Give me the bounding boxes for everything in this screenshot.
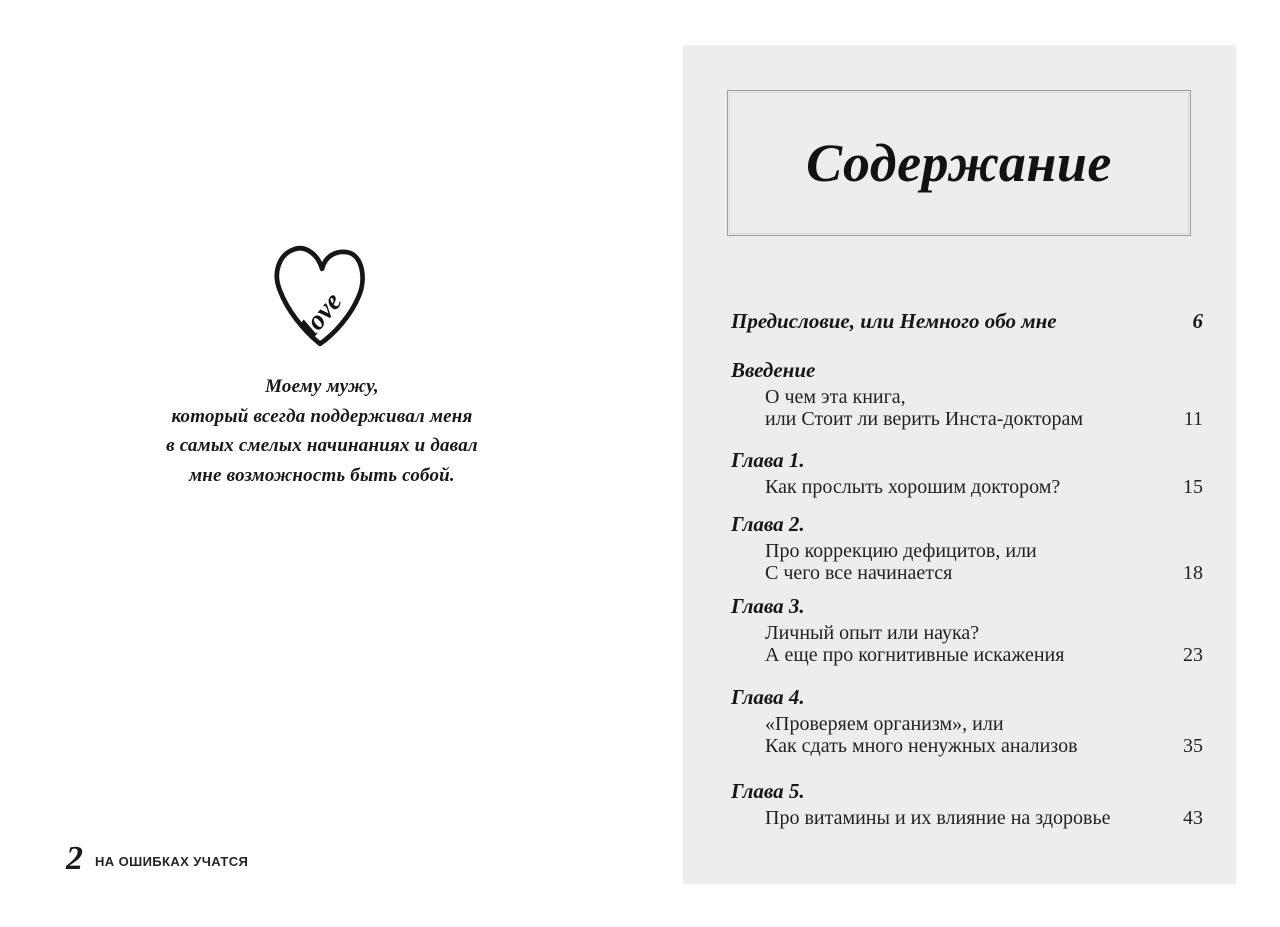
toc-entry-line: Как сдать много ненужных анализов: [765, 735, 1078, 757]
toc-entry-page-number: 23: [1183, 644, 1203, 666]
dedication-line: Моему мужу,: [265, 376, 379, 397]
page-footer: [66, 841, 248, 877]
dedication-line: который всегда поддерживал меня: [171, 405, 473, 427]
toc-entry-chapter-4: [731, 684, 1203, 757]
toc-entry-line: Про коррекцию дефицитов, или: [765, 540, 1037, 562]
toc-entry-line: Личный опыт или наука?: [765, 622, 980, 644]
toc-entry-chapter-2: [731, 511, 1203, 584]
toc-entry-line: О чем эта книга,: [765, 386, 906, 408]
toc-entry-heading: Глава 5.: [731, 779, 805, 803]
toc-entry-heading: Введение: [731, 358, 816, 382]
toc-entry-preface: [731, 308, 1203, 334]
toc-entry-chapter-3: [731, 593, 1203, 666]
toc-entry-introduction: [731, 357, 1203, 430]
toc-entry-page-number: 6: [1192, 309, 1203, 333]
toc-entry-heading: Глава 2.: [731, 512, 805, 536]
dedication-line: в самых смелых начинаниях и давал: [166, 435, 478, 456]
toc-entry-heading: Глава 1.: [731, 448, 805, 472]
contents-title-box: [727, 90, 1191, 236]
toc-entry-line: Как прослыть хорошим доктором?: [765, 476, 1061, 498]
toc-entry-page-number: 15: [1183, 476, 1203, 498]
toc-entry-line: С чего все начинается: [765, 562, 953, 584]
toc-entry-chapter-1: [731, 447, 1203, 498]
toc-entry-page-number: 18: [1183, 562, 1203, 584]
page-number: 2: [66, 840, 83, 877]
table-of-contents: [731, 308, 1203, 829]
toc-entry-line: или Стоит ли верить Инста-докторам: [765, 408, 1084, 430]
toc-entry-heading: Глава 3.: [731, 594, 805, 618]
toc-entry-heading: Глава 4.: [731, 685, 805, 709]
heart-love-doodle: [268, 241, 372, 349]
dedication-line: мне возможность быть собой.: [189, 464, 455, 486]
running-title: НА ОШИБКАХ УЧАТСЯ: [95, 854, 249, 869]
toc-entry-line: Про витамины и их влияние на здоровье: [765, 807, 1111, 829]
toc-entry-heading: Предисловие, или Немного обо мне: [731, 309, 1057, 333]
contents-title: Содержание: [806, 133, 1112, 193]
toc-entry-page-number: 35: [1183, 735, 1203, 757]
toc-entry-page-number: 43: [1183, 807, 1203, 829]
toc-entry-line: А еще про когнитивные искажения: [765, 644, 1065, 666]
toc-entry-page-number: 11: [1183, 408, 1203, 430]
love-script-text: love: [295, 286, 349, 343]
toc-entry-line: «Проверяем организм», или: [765, 713, 1004, 735]
contents-title-box-inner: [729, 92, 1189, 234]
toc-entry-chapter-5: [731, 778, 1203, 829]
contents-page: [683, 45, 1236, 884]
dedication-text: [122, 372, 522, 490]
